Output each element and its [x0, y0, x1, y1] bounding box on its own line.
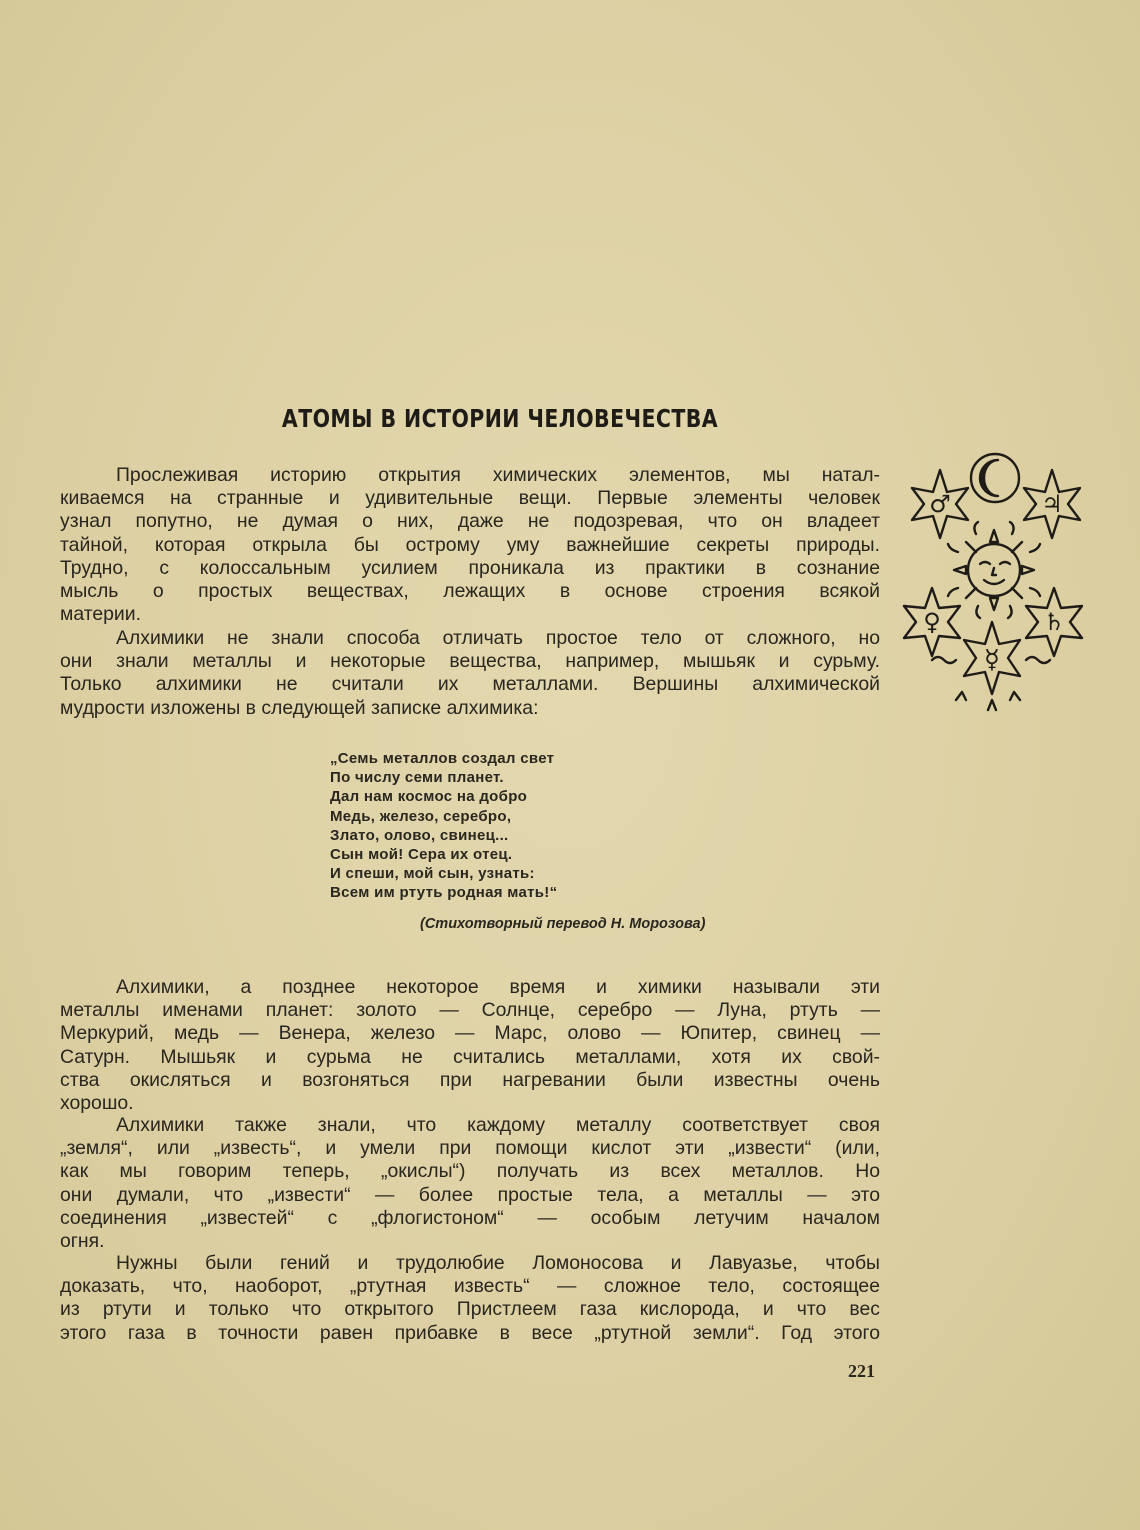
text-line: „земля“, или „известь“, и умели при помощи кислот эти „извести“ (или, — [60, 1137, 880, 1160]
paragraph-2 — [60, 627, 880, 720]
poem-credit: (Стихотворный перевод Н. Морозова) — [420, 916, 706, 932]
text-line: Нужны были гений и трудолюбие Ломоносова и Лавуазье, чтобы — [116, 1252, 880, 1274]
poem-line: „Семь металлов создал свет — [330, 750, 555, 767]
text-line: Меркурий, медь — Венера, железо — Марс, олово — Юпитер, свинец — — [60, 1022, 880, 1045]
text-line: металлы именами планет: золото — Солнце, серебро — Луна, ртуть — — [60, 999, 880, 1022]
venus-symbol-icon: ♀ — [923, 608, 941, 636]
paragraph-4 — [60, 1114, 880, 1253]
text-line: доказать, что, наоборот, „ртутная известь“ — сложное тело, состоящее — [60, 1275, 880, 1298]
poem-line: Медь, железо, серебро, — [330, 807, 512, 825]
ray-ornament — [956, 692, 1020, 710]
paragraph-5 — [60, 1252, 880, 1345]
page-title: АТОМЫ В ИСТОРИИ ЧЕЛОВЕЧЕСТВА — [281, 404, 719, 433]
text-line: Трудно, с колоссальным усилием проникала из практики в сознание — [60, 556, 880, 579]
wave-ornament — [1026, 657, 1050, 663]
text-line: мудрости изложены в следующей записке алхимика: — [60, 696, 539, 719]
text-line: узнал попутно, не думая о них, даже не подозревая, что он владеет — [60, 510, 880, 533]
wave-ornament — [932, 657, 956, 663]
text-line: хорошо. — [60, 1092, 134, 1115]
paragraph-1 — [60, 464, 880, 626]
page-number: 221 — [848, 1361, 875, 1381]
poem-line: По числу семи планет. — [330, 769, 504, 787]
text-line: огня. — [60, 1230, 105, 1253]
text-line: Алхимики не знали способа отличать простое тело от сложного, но — [116, 627, 880, 649]
poem-line: Злато, олово, свинец... — [330, 826, 509, 844]
mars-symbol-icon: ♂ — [929, 490, 951, 518]
text-line: соединения „известей“ с „флогистоном“ — особым летучим началом — [60, 1206, 880, 1229]
text-line: они думали, что „извести“ — более простые тела, а металлы — это — [60, 1183, 880, 1206]
text-line: Алхимики также знали, что каждому металлу соответствует своя — [116, 1114, 880, 1136]
text-line: мысль о простых веществах, лежащих в основе строения всякой — [60, 580, 880, 603]
alchemy-planets-emblem-icon — [902, 448, 1090, 716]
paragraph-3 — [60, 976, 880, 1115]
text-line: тайной, которая открыла бы острому уму важнейшие секреты природы. — [60, 533, 880, 556]
jupiter-symbol-icon: ♃ — [1041, 490, 1063, 518]
text-line: как мы говорим теперь, „окислы“) получать из всех металлов. Но — [60, 1160, 880, 1183]
text-line: они знали металлы и некоторые вещества, например, мышьяк и сурьму. — [60, 650, 880, 673]
moon-crescent-icon — [980, 460, 998, 496]
text-line: ства окисляться и возгоняться при нагревании были известны очень — [60, 1068, 880, 1091]
poem-line: Сын мой! Сера их отец. — [330, 846, 513, 864]
text-line: материи. — [60, 603, 141, 626]
text-line: киваемся на странные и удивительные вещи. Первые элементы человек — [60, 487, 880, 510]
text-line: из ртути и только что открытого Пристлеем газа кислорода, и что вес — [60, 1298, 880, 1321]
poem-line: И спеши, мой сын, узнать: — [330, 865, 535, 883]
text-line: Сатурн. Мышьяк и сурьма не считались металлами, хотя их свой- — [60, 1045, 880, 1068]
text-line: этого газа в точности равен прибавке в весе „ртутной земли“. Год этого — [60, 1321, 880, 1344]
poem-line: Дал нам космос на добро — [330, 788, 528, 806]
mercury-symbol-icon: ☿ — [984, 645, 1000, 675]
saturn-symbol-icon: ♄ — [1043, 608, 1065, 636]
poem-quote — [330, 749, 557, 903]
sun-face-icon — [948, 522, 1040, 618]
text-line: Только алхимики не считали их металлами. Вершины алхимической — [60, 673, 880, 696]
poem-line: Всем им ртуть родная мать!“ — [330, 884, 558, 902]
text-line: Прослеживая историю открытия химических элементов, мы натал- — [116, 464, 880, 486]
text-line: Алхимики, а позднее некоторое время и химики называли эти — [116, 976, 880, 998]
